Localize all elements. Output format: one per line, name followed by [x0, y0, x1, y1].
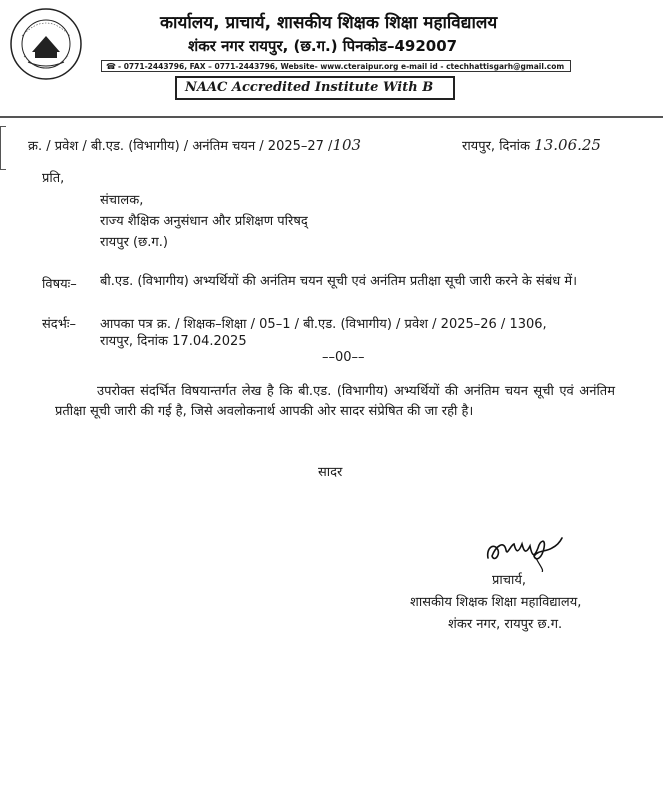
signatory-institution: शासकीय शिक्षक शिक्षा महाविद्यालय, — [410, 595, 582, 610]
recipient-to: प्रति, — [42, 171, 65, 186]
phone-icon: ☎ — [106, 62, 116, 71]
reference-line-2: रायपुर, दिनांक 17.04.2025 — [100, 334, 247, 349]
contact-details: - 0771-2443796, FAX – 0771-2443796, Website- www.cteraipur.org e-mail id - ctechhattisgarh@gmail.com — [117, 62, 565, 71]
signatory-designation: प्राचार्य, — [492, 573, 527, 588]
recipient-line-1: संचालक, — [100, 193, 144, 208]
recipient-line-2: राज्य शैक्षिक अनुसंधान और प्रशिक्षण परिषद् — [100, 214, 308, 229]
principal-signature — [484, 528, 570, 572]
college-name-heading: कार्यालय, प्राचार्य, शासकीय शिक्षक शिक्षा महाविद्यालय — [160, 13, 498, 33]
place-date — [462, 136, 601, 154]
closing-salutation: सादर — [318, 465, 343, 480]
body-paragraph: उपरोक्त संदर्भित विषयान्तर्गत लेख है कि बी.एड. (विभागीय) अभ्यर्थियों की अनंतिम चयन सूची एवं अनंतिम प्रतीक्षा सूची जारी की गई है, जिसे अवलोकनार्थ आपकी ओर सादर संप्रेषित की जा रही है। — [55, 384, 615, 419]
letter-date: 13.06.25 — [534, 136, 601, 154]
subject-text: बी.एड. (विभागीय) अभ्यर्थियों की अनंतिम चयन सूची एवं अनंतिम प्रतीक्षा सूची जारी करने के संबंध में। — [100, 274, 578, 289]
reference-label: संदर्भः– — [42, 317, 76, 332]
contact-line — [101, 60, 571, 72]
header-divider — [0, 116, 663, 118]
margin-bracket — [0, 126, 6, 170]
reference-number: 103 — [332, 136, 362, 154]
naac-accreditation-box: NAAC Accredited Institute With B — [175, 76, 455, 100]
recipient-line-3: रायपुर (छ.ग.) — [100, 235, 168, 250]
college-address: शंकर नगर रायपुर, (छ.ग.) पिनकोड–492007 — [188, 37, 458, 55]
reference-line-1: आपका पत्र क्र. / शिक्षक–शिक्षा / 05–1 / बी.एड. (विभागीय) / प्रवेश / 2025–26 / 1306, — [100, 317, 547, 332]
signatory-location: शंकर नगर, रायपुर छ.ग. — [448, 617, 563, 632]
place-date-label: रायपुर, दिनांक — [462, 139, 531, 154]
reference-text: क्र. / प्रवेश / बी.एड. (विभागीय) / अनंतिम चयन / 2025–27 / — [28, 139, 333, 154]
separator-mark: ––00–– — [322, 350, 365, 365]
subject-label: विषयः– — [42, 277, 77, 292]
letter-reference — [28, 136, 361, 154]
college-seal-logo — [8, 6, 84, 82]
